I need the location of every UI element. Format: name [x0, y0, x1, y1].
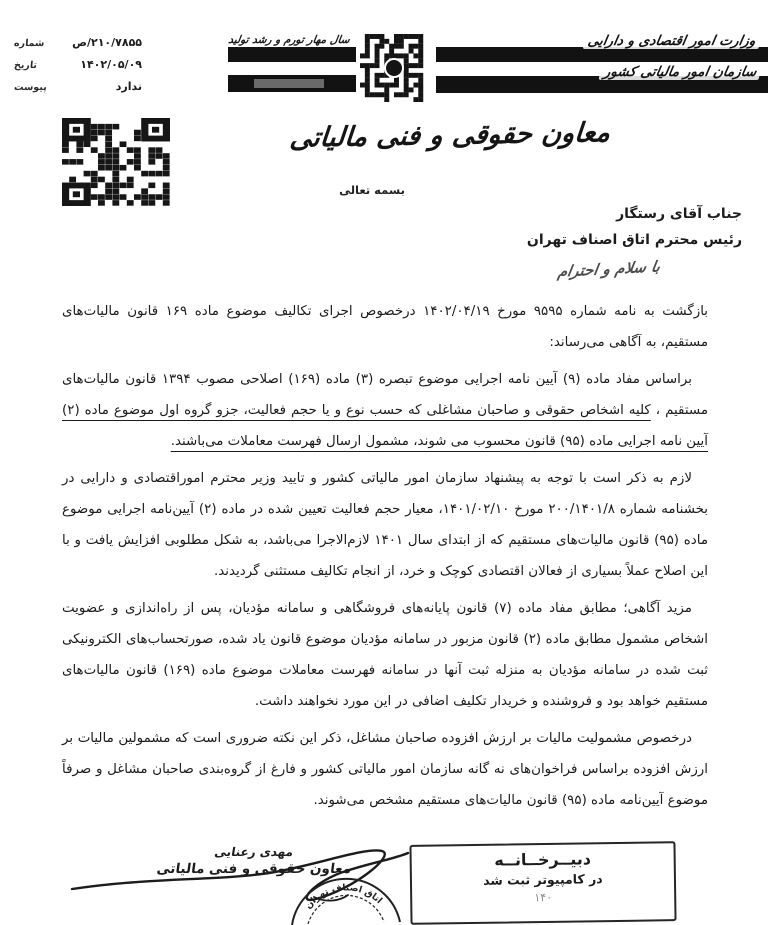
organization-name: سازمان امور مالیاتی کشور — [598, 64, 761, 80]
letter-body — [62, 296, 708, 822]
letter-number-label: شماره — [13, 38, 45, 49]
header-band-left-bottom — [228, 75, 356, 92]
letter-date-label: تاریخ — [13, 60, 38, 71]
paragraph-4: مزید آگاهی؛ مطابق مفاد ماده (۷) قانون پایانه‌های فروشگاهی و سامانه مؤدیان، پس از راه‌اندازی و عضویت اشخاص مشمول مطابق ماده (۲) قانون مزبور در سامانه مؤدیان موضوع قانون یاد شده، صورتحساب‌های الکترونیکی ثبت شده در سامانه مؤدیان به منزله ثبت آنها در سامانه فهرست معاملات موضوع ماده (۱۶۹) قانون مالیات‌های مستقیم خواهد بود و فروشنده و خریدار تکلیف اضافی در این مورد نخواهند داشت. — [62, 601, 708, 709]
recipient-name: جناب آقای رستگار — [616, 206, 742, 222]
header-band-left-top — [228, 47, 356, 62]
signer-title: معاون حقوقی و فنی مالیاتی — [155, 861, 353, 877]
letter-meta — [14, 36, 142, 102]
paragraph-2-underlined: کلیه اشخاص حقوقی و صاحبان مشاغلی که حسب نوع و یا حجم فعالیت، جزو گروه اول موضوع ماده (۲) آیین نامه اجرایی ماده (۹۵) قانون محسوب می شوند، مشمول ارسال فهرست معاملات می‌باشند. — [62, 403, 708, 449]
office-title-calligraphy: معاون حقوقی و فنی مالیاتی — [288, 117, 612, 154]
year-slogan: سال مهار تورم و رشد تولید — [227, 34, 351, 46]
handwritten-greeting: با سلام و احترام — [556, 257, 662, 281]
letter-date-value: ۱۴۰۲/۰۵/۰۹ — [80, 58, 142, 71]
paragraph-2-lead: براساس مفاد ماده (۹) آیین نامه اجرایی موضوع تبصره (۳) ماده (۱۶۹) اصلاحی مصوب ۱۳۹۴ قانون مالیات‌های مستقیم ، — [62, 372, 708, 418]
round-receipt-stamp-icon — [278, 866, 412, 925]
secretariat-stamp-line1: دبیــرخــانــه — [494, 849, 592, 870]
paragraph-3: لازم به ذکر است با توجه به پیشنهاد سازمان امور مالیاتی کشور و تایید وزیر محترم اموراقتصادی و دارایی در بخشنامه شماره ۲۰۰/۱۴۰۱/۸ مورخ ۱۴۰۱/۰۲/۱۰، معیار حجم فعالیت تعیین شده در ماده (۲) آیین‌نامه اجرایی موضوع ماده (۹۵) قانون مالیات‌های مستقیم که از ابتدای سال ۱۴۰۱ لازم‌الاجرا می‌باشد، به شکل مطلوبی افزایش یافت و با این اصلاح عملاً بسیاری از فعالان اقتصادی کوچک و خرد، از انجام تکالیف مستثنی گردیدند. — [62, 471, 709, 579]
paragraph-2 — [62, 364, 708, 457]
besmele-text: بسمه تعالی — [339, 183, 405, 197]
header-band-right-top — [436, 47, 768, 62]
letter-attachment-value: ندارد — [115, 80, 142, 93]
recipient-title: رئیس محترم اتاق اصناف تهران — [526, 232, 742, 248]
meta-date-row — [14, 58, 142, 71]
tax-administration-emblem-icon — [360, 34, 428, 102]
secretariat-stamp-line2: در کامپیوتر ثبت شد — [483, 871, 603, 888]
paragraph-1: بازگشت به نامه شماره ۹۵۹۵ مورخ ۱۴۰۲/۰۴/۱۹ درخصوص اجرای تکالیف موضوع ماده ۱۶۹ قانون مالیات‌های مستقیم، به آگاهی می‌رساند: — [62, 304, 708, 350]
secretariat-stamp — [409, 841, 676, 925]
qr-code-icon — [62, 118, 170, 206]
paragraph-5: درخصوص مشمولیت مالیات بر ارزش افزوده صاحبان مشاغل، ذکر این نکته ضروری است که مشمولین مالیات بر ارزش افزوده براساس فراخوان‌های نه گانه سازمان امور مالیاتی کشور و فارغ از گروه‌بندی صاحبان مشاغل و صرفاً موضوع آیین‌نامه ماده (۹۵) قانون مالیات‌های مستقیم مشخص می‌شوند. — [62, 731, 708, 808]
recipient-block — [527, 206, 742, 248]
secretariat-stamp-line3: ۱۴۰ — [534, 890, 553, 905]
letter-attachment-label: پیوست — [13, 82, 48, 93]
signer-name: مهدی رعنایی — [213, 845, 295, 859]
meta-number-row — [14, 36, 142, 49]
round-stamp-text: اتاق اصناف تهران — [303, 883, 384, 912]
letter-number-value: ۲۱۰/۷۸۵۵/ص — [72, 36, 142, 49]
meta-attachment-row — [14, 80, 142, 93]
ministry-name: وزارت امور اقتصادی و دارایی — [583, 33, 761, 49]
scan-smudge — [254, 79, 324, 88]
